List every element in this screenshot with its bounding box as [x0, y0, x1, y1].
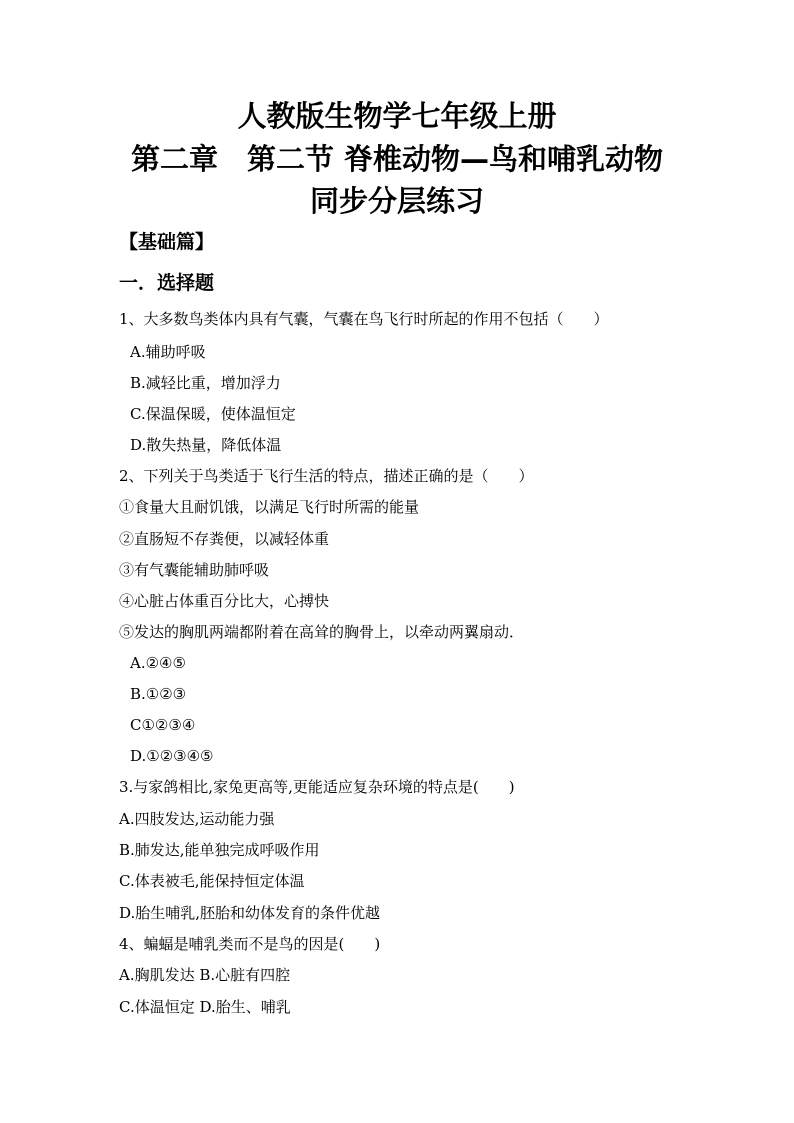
question-3-stem: 3.与家鸽相比,家兔更高等,更能适应复杂环境的特点是( ) — [119, 778, 515, 796]
question-2-stem: 2、下列关于鸟类适于飞行生活的特点，描述正确的是（ ） — [119, 467, 534, 485]
question-2-statement-2: ②直肠短不存粪便，以减轻体重 — [119, 530, 330, 548]
question-3-option-a: A.四肢发达,运动能力强 — [119, 810, 275, 828]
question-2-statement-5: ⑤发达的胸肌两端都附着在高耸的胸骨上，以牵动两翼扇动． — [119, 623, 525, 641]
multiple-choice-heading: 一．选择题 — [119, 272, 215, 294]
basic-level-heading: 【基础篇】 — [119, 231, 215, 253]
question-2-option-d: D.①②③④⑤ — [130, 747, 214, 765]
question-3-option-d: D.胎生哺乳,胚胎和幼体发育的条件优越 — [119, 904, 381, 922]
question-3-option-c: C.体表被毛,能保持恒定体温 — [119, 872, 305, 890]
question-2-statement-4: ④心脏占体重百分比大，心搏快 — [119, 592, 330, 610]
question-3-option-b: B.肺发达,能单独完成呼吸作用 — [119, 841, 320, 859]
question-4-options-cd: C.体温恒定 D.胎生、哺乳 — [119, 998, 291, 1016]
document-title: 人教版生物学七年级上册 — [237, 99, 557, 133]
question-1-option-d: D.散失热量，降低体温 — [130, 436, 282, 454]
question-1-option-c: C.保温保暖，使体温恒定 — [130, 405, 296, 423]
question-2-option-b: B.①②③ — [130, 685, 187, 703]
chapter-title: 第二章 第二节 脊椎动物—鸟和哺乳动物 — [130, 142, 664, 176]
question-2-statement-3: ③有气囊能辅助肺呼吸 — [119, 561, 270, 579]
question-1-option-b: B.减轻比重，增加浮力 — [130, 374, 281, 392]
question-2-option-c: C①②③④ — [130, 716, 196, 734]
question-2-statement-1: ①食量大且耐饥饿，以满足飞行时所需的能量 — [119, 498, 420, 516]
question-4-stem: 4、蝙蝠是哺乳类而不是鸟的因是( ) — [119, 935, 381, 953]
question-1-stem: 1、大多数鸟类体内具有气囊，气囊在鸟飞行时所起的作用不包括（ ） — [119, 310, 609, 328]
question-1-option-a: A.辅助呼吸 — [130, 343, 206, 361]
question-2-option-a: A.②④⑤ — [130, 654, 186, 672]
question-4-options-ab: A.胸肌发达 B.心脏有四腔 — [119, 966, 291, 984]
exercise-subtitle: 同步分层练习 — [309, 184, 484, 218]
